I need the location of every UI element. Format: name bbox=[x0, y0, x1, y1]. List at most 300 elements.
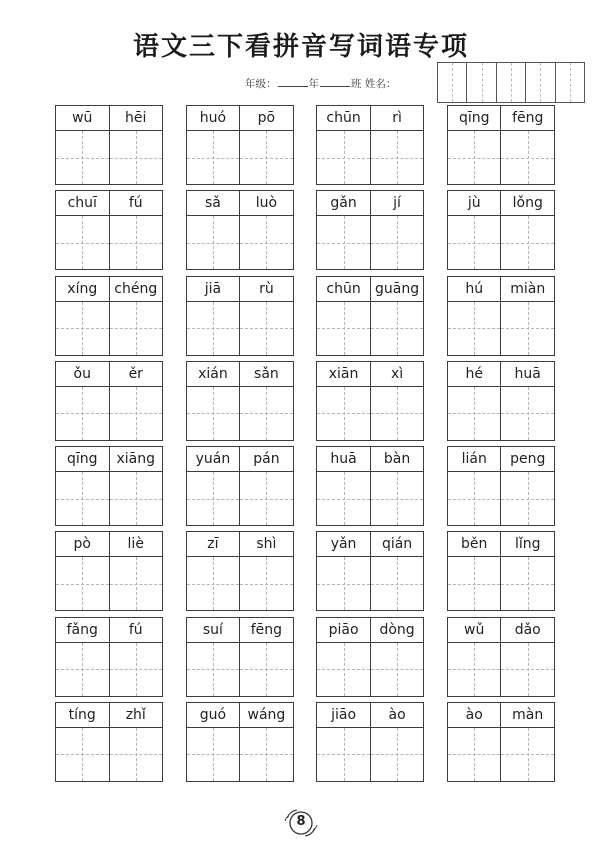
guide-line bbox=[82, 557, 83, 610]
word-group bbox=[316, 446, 424, 526]
tianzige-writing-box bbox=[500, 643, 554, 696]
word-group bbox=[316, 531, 424, 611]
tianzige-writing-box bbox=[370, 216, 424, 269]
pinyin-label: sǎn bbox=[239, 362, 293, 386]
tianzige-writing-box bbox=[187, 216, 240, 269]
pinyin-label: wū bbox=[72, 110, 93, 126]
tianzige-writing-box bbox=[370, 728, 424, 781]
tianzige-writing-box bbox=[187, 643, 240, 696]
guide-line bbox=[474, 557, 475, 610]
pinyin-label: běn bbox=[461, 536, 488, 553]
pinyin-label: fēng bbox=[239, 618, 293, 642]
word-group bbox=[186, 190, 294, 270]
writing-area bbox=[317, 728, 423, 781]
guide-line bbox=[344, 472, 345, 525]
name-writing-box bbox=[437, 62, 585, 103]
pinyin-label: zī bbox=[207, 536, 219, 553]
writing-area bbox=[56, 728, 162, 781]
name-cell bbox=[525, 63, 554, 102]
tianzige-writing-box bbox=[109, 557, 163, 610]
pinyin-label: ào bbox=[370, 703, 424, 727]
pinyin-label: chūn bbox=[326, 280, 361, 297]
guide-line bbox=[136, 472, 137, 525]
pinyin-header bbox=[56, 106, 162, 131]
writing-area bbox=[317, 131, 423, 184]
guide-line bbox=[528, 387, 529, 440]
tianzige-writing-box bbox=[239, 302, 293, 355]
pinyin-label: wáng bbox=[239, 703, 293, 727]
word-group bbox=[447, 702, 555, 782]
tianzige-writing-box bbox=[187, 302, 240, 355]
guide-line bbox=[528, 643, 529, 696]
pinyin-header bbox=[187, 532, 293, 557]
tianzige-writing-box bbox=[56, 643, 109, 696]
name-cell bbox=[496, 63, 525, 102]
guide-line bbox=[82, 728, 83, 781]
writing-area bbox=[448, 216, 554, 269]
guide-line bbox=[474, 643, 475, 696]
word-group bbox=[316, 617, 424, 697]
word-group bbox=[447, 276, 555, 356]
pinyin-label: ào bbox=[465, 706, 483, 723]
pinyin-label: yuán bbox=[195, 451, 231, 468]
pinyin-label: jù bbox=[467, 195, 481, 212]
guide-line bbox=[136, 643, 137, 696]
writing-area bbox=[56, 302, 162, 355]
word-group bbox=[447, 190, 555, 270]
pinyin-label: bàn bbox=[370, 447, 424, 471]
writing-area bbox=[56, 216, 162, 269]
pinyin-header bbox=[187, 362, 293, 387]
page-number-badge bbox=[283, 806, 319, 840]
writing-area bbox=[317, 557, 423, 610]
guide-line bbox=[82, 131, 83, 184]
guide-line bbox=[266, 643, 267, 696]
tianzige-writing-box bbox=[187, 387, 240, 440]
pinyin-label: rù bbox=[239, 277, 293, 301]
guide-line bbox=[397, 387, 398, 440]
guide-line bbox=[397, 131, 398, 184]
guide-line bbox=[528, 131, 529, 184]
writing-area bbox=[448, 387, 554, 440]
writing-area bbox=[187, 216, 293, 269]
guide-line bbox=[266, 302, 267, 355]
tianzige-writing-box bbox=[239, 557, 293, 610]
pinyin-label: hú bbox=[465, 280, 484, 297]
pinyin-label: hé bbox=[465, 365, 483, 382]
tianzige-writing-box bbox=[500, 557, 554, 610]
writing-area bbox=[448, 643, 554, 696]
pinyin-label: suí bbox=[202, 621, 223, 638]
name-cell bbox=[555, 63, 584, 102]
pinyin-header bbox=[56, 191, 162, 216]
tianzige-writing-box bbox=[370, 557, 424, 610]
word-group bbox=[316, 361, 424, 441]
guide-line bbox=[397, 557, 398, 610]
guide-line bbox=[570, 63, 571, 102]
writing-area bbox=[187, 728, 293, 781]
word-group bbox=[447, 361, 555, 441]
tianzige-writing-box bbox=[500, 472, 554, 525]
guide-line bbox=[397, 302, 398, 355]
tianzige-writing-box bbox=[370, 387, 424, 440]
pinyin-header bbox=[448, 618, 554, 643]
pinyin-label: wǔ bbox=[464, 621, 485, 638]
guide-line bbox=[266, 387, 267, 440]
pinyin-label: jí bbox=[370, 191, 424, 215]
pinyin-label: xián bbox=[198, 365, 228, 382]
word-group bbox=[316, 702, 424, 782]
writing-area bbox=[448, 728, 554, 781]
pinyin-label: xiān bbox=[328, 365, 359, 382]
pinyin-header bbox=[56, 277, 162, 302]
word-group bbox=[55, 105, 163, 185]
guide-line bbox=[82, 643, 83, 696]
student-info-line bbox=[245, 76, 396, 91]
guide-line bbox=[344, 643, 345, 696]
pinyin-label: gǎn bbox=[330, 195, 357, 212]
pinyin-label: fēng bbox=[500, 106, 554, 130]
tianzige-writing-box bbox=[370, 131, 424, 184]
pinyin-label: dòng bbox=[370, 618, 424, 642]
pinyin-header bbox=[187, 277, 293, 302]
guide-line bbox=[266, 131, 267, 184]
tianzige-writing-box bbox=[448, 216, 501, 269]
word-group bbox=[55, 361, 163, 441]
writing-area bbox=[187, 557, 293, 610]
tianzige-writing-box bbox=[239, 472, 293, 525]
guide-line bbox=[82, 216, 83, 269]
writing-area bbox=[317, 302, 423, 355]
guide-line bbox=[528, 302, 529, 355]
tianzige-writing-box bbox=[56, 728, 109, 781]
guide-line bbox=[344, 557, 345, 610]
guide-line bbox=[344, 387, 345, 440]
word-group bbox=[316, 105, 424, 185]
guide-line bbox=[528, 557, 529, 610]
pinyin-label: piāo bbox=[328, 621, 359, 638]
guide-line bbox=[397, 728, 398, 781]
writing-area bbox=[56, 557, 162, 610]
word-group bbox=[186, 702, 294, 782]
tianzige-writing-box bbox=[239, 131, 293, 184]
tianzige-writing-box bbox=[317, 302, 370, 355]
pinyin-label: guāng bbox=[370, 277, 424, 301]
writing-area bbox=[187, 643, 293, 696]
word-group bbox=[186, 361, 294, 441]
pinyin-label: màn bbox=[500, 703, 554, 727]
pinyin-label: guó bbox=[199, 706, 227, 723]
tianzige-writing-box bbox=[448, 728, 501, 781]
tianzige-writing-box bbox=[448, 643, 501, 696]
tianzige-writing-box bbox=[239, 387, 293, 440]
tianzige-writing-box bbox=[239, 728, 293, 781]
writing-area bbox=[56, 472, 162, 525]
tianzige-writing-box bbox=[448, 472, 501, 525]
guide-line bbox=[344, 728, 345, 781]
pinyin-label: ěr bbox=[109, 362, 163, 386]
pinyin-label: sǎ bbox=[204, 195, 221, 212]
guide-line bbox=[528, 472, 529, 525]
guide-line bbox=[528, 216, 529, 269]
pinyin-label: jiā bbox=[204, 280, 222, 297]
guide-line bbox=[397, 472, 398, 525]
pinyin-header bbox=[317, 106, 423, 131]
pinyin-header bbox=[187, 106, 293, 131]
pinyin-label: lǐng bbox=[500, 532, 554, 556]
word-group bbox=[447, 105, 555, 185]
pinyin-header bbox=[187, 191, 293, 216]
tianzige-writing-box bbox=[109, 728, 163, 781]
tianzige-writing-box bbox=[448, 557, 501, 610]
name-cell bbox=[438, 63, 466, 102]
pinyin-label: shì bbox=[239, 532, 293, 556]
writing-area bbox=[187, 131, 293, 184]
year-blank bbox=[278, 76, 308, 87]
tianzige-writing-box bbox=[500, 302, 554, 355]
pinyin-header bbox=[448, 532, 554, 557]
guide-line bbox=[82, 472, 83, 525]
writing-area bbox=[448, 472, 554, 525]
pinyin-label: peng bbox=[500, 447, 554, 471]
guide-line bbox=[136, 387, 137, 440]
pinyin-label: xíng bbox=[67, 280, 98, 297]
tianzige-writing-box bbox=[56, 131, 109, 184]
word-group bbox=[55, 617, 163, 697]
tianzige-writing-box bbox=[109, 643, 163, 696]
pinyin-label: huó bbox=[199, 110, 227, 126]
guide-line bbox=[213, 472, 214, 525]
pinyin-label: qián bbox=[370, 532, 424, 556]
guide-line bbox=[397, 643, 398, 696]
word-group bbox=[55, 531, 163, 611]
writing-area bbox=[56, 131, 162, 184]
guide-line bbox=[213, 643, 214, 696]
guide-line bbox=[482, 63, 483, 102]
pinyin-header bbox=[56, 532, 162, 557]
pinyin-label: pò bbox=[73, 536, 91, 553]
word-group bbox=[55, 446, 163, 526]
guide-line bbox=[266, 728, 267, 781]
guide-line bbox=[344, 302, 345, 355]
writing-area bbox=[187, 472, 293, 525]
guide-line bbox=[266, 472, 267, 525]
pinyin-header bbox=[317, 362, 423, 387]
word-group bbox=[55, 190, 163, 270]
tianzige-writing-box bbox=[56, 557, 109, 610]
pinyin-header bbox=[187, 703, 293, 728]
tianzige-writing-box bbox=[500, 216, 554, 269]
guide-line bbox=[344, 216, 345, 269]
word-grid bbox=[55, 105, 555, 782]
pinyin-label: dǎo bbox=[500, 618, 554, 642]
pinyin-header bbox=[448, 703, 554, 728]
tianzige-writing-box bbox=[317, 216, 370, 269]
pinyin-header bbox=[56, 703, 162, 728]
tianzige-writing-box bbox=[187, 728, 240, 781]
pinyin-label: hēi bbox=[109, 106, 163, 130]
guide-line bbox=[266, 216, 267, 269]
tianzige-writing-box bbox=[56, 472, 109, 525]
guide-line bbox=[452, 63, 453, 102]
pinyin-label: pō bbox=[239, 106, 293, 130]
writing-area bbox=[448, 131, 554, 184]
tianzige-writing-box bbox=[317, 643, 370, 696]
tianzige-writing-box bbox=[317, 557, 370, 610]
word-group bbox=[186, 446, 294, 526]
pinyin-header bbox=[317, 703, 423, 728]
writing-area bbox=[448, 557, 554, 610]
guide-line bbox=[213, 387, 214, 440]
guide-line bbox=[474, 302, 475, 355]
year-label: 年 bbox=[308, 78, 319, 90]
tianzige-writing-box bbox=[109, 387, 163, 440]
guide-line bbox=[213, 302, 214, 355]
tianzige-writing-box bbox=[317, 728, 370, 781]
tianzige-writing-box bbox=[370, 643, 424, 696]
tianzige-writing-box bbox=[317, 387, 370, 440]
pinyin-header bbox=[317, 191, 423, 216]
page-number: 8 bbox=[296, 814, 306, 829]
pinyin-label: qīng bbox=[66, 451, 98, 468]
guide-line bbox=[82, 302, 83, 355]
tianzige-writing-box bbox=[500, 131, 554, 184]
tianzige-writing-box bbox=[448, 302, 501, 355]
pinyin-label: xiāng bbox=[109, 447, 163, 471]
pinyin-label: fú bbox=[109, 191, 163, 215]
name-label: 姓名： bbox=[364, 78, 397, 90]
pinyin-label: pán bbox=[239, 447, 293, 471]
pinyin-header bbox=[317, 618, 423, 643]
grade-label: 年级： bbox=[245, 78, 277, 90]
guide-line bbox=[136, 216, 137, 269]
guide-line bbox=[474, 387, 475, 440]
pinyin-header bbox=[56, 618, 162, 643]
tianzige-writing-box bbox=[187, 472, 240, 525]
word-group bbox=[55, 702, 163, 782]
tianzige-writing-box bbox=[500, 387, 554, 440]
pinyin-label: ǒu bbox=[73, 365, 91, 382]
writing-area bbox=[317, 472, 423, 525]
pinyin-header bbox=[448, 277, 554, 302]
guide-line bbox=[540, 63, 541, 102]
guide-line bbox=[136, 557, 137, 610]
pinyin-label: zhǐ bbox=[109, 703, 163, 727]
guide-line bbox=[528, 728, 529, 781]
tianzige-writing-box bbox=[239, 216, 293, 269]
guide-line bbox=[511, 63, 512, 102]
writing-area bbox=[317, 387, 423, 440]
tianzige-writing-box bbox=[500, 728, 554, 781]
guide-line bbox=[474, 472, 475, 525]
tianzige-writing-box bbox=[370, 302, 424, 355]
guide-line bbox=[474, 728, 475, 781]
tianzige-writing-box bbox=[56, 216, 109, 269]
writing-area bbox=[187, 387, 293, 440]
pinyin-label: lián bbox=[461, 451, 487, 468]
writing-area bbox=[317, 216, 423, 269]
writing-area bbox=[56, 643, 162, 696]
word-group bbox=[316, 276, 424, 356]
tianzige-writing-box bbox=[448, 387, 501, 440]
writing-area bbox=[187, 302, 293, 355]
guide-line bbox=[474, 216, 475, 269]
pinyin-header bbox=[448, 447, 554, 472]
pinyin-label: jiāo bbox=[331, 706, 357, 723]
pinyin-header bbox=[56, 362, 162, 387]
pinyin-label: liè bbox=[109, 532, 163, 556]
pinyin-label: fǎng bbox=[66, 621, 98, 638]
pinyin-label: rì bbox=[370, 106, 424, 130]
guide-line bbox=[344, 131, 345, 184]
pinyin-label: chuī bbox=[67, 195, 97, 212]
pinyin-label: chūn bbox=[326, 110, 361, 126]
pinyin-header bbox=[187, 447, 293, 472]
tianzige-writing-box bbox=[56, 387, 109, 440]
guide-line bbox=[213, 728, 214, 781]
tianzige-writing-box bbox=[448, 131, 501, 184]
pinyin-label: yǎn bbox=[330, 536, 357, 553]
pinyin-header bbox=[317, 532, 423, 557]
pinyin-label: fú bbox=[109, 618, 163, 642]
pinyin-header bbox=[56, 447, 162, 472]
pinyin-label: huā bbox=[330, 451, 357, 468]
pinyin-header bbox=[317, 447, 423, 472]
guide-line bbox=[82, 387, 83, 440]
tianzige-writing-box bbox=[56, 302, 109, 355]
guide-line bbox=[213, 131, 214, 184]
pinyin-label: xì bbox=[370, 362, 424, 386]
tianzige-writing-box bbox=[239, 643, 293, 696]
guide-line bbox=[136, 131, 137, 184]
guide-line bbox=[136, 728, 137, 781]
tianzige-writing-box bbox=[370, 472, 424, 525]
writing-area bbox=[56, 387, 162, 440]
pinyin-header bbox=[448, 191, 554, 216]
word-group bbox=[447, 531, 555, 611]
word-group bbox=[55, 276, 163, 356]
name-cell bbox=[466, 63, 495, 102]
tianzige-writing-box bbox=[109, 472, 163, 525]
word-group bbox=[186, 531, 294, 611]
guide-line bbox=[213, 216, 214, 269]
tianzige-writing-box bbox=[109, 131, 163, 184]
guide-line bbox=[474, 131, 475, 184]
pinyin-label: miàn bbox=[500, 277, 554, 301]
guide-line bbox=[397, 216, 398, 269]
guide-line bbox=[266, 557, 267, 610]
pinyin-header bbox=[448, 362, 554, 387]
pinyin-header bbox=[187, 618, 293, 643]
word-group bbox=[186, 276, 294, 356]
guide-line bbox=[213, 557, 214, 610]
pinyin-label: chéng bbox=[109, 277, 163, 301]
pinyin-label: luò bbox=[239, 191, 293, 215]
word-group bbox=[186, 617, 294, 697]
tianzige-writing-box bbox=[317, 131, 370, 184]
tianzige-writing-box bbox=[109, 216, 163, 269]
class-label: 班 bbox=[351, 78, 362, 90]
tianzige-writing-box bbox=[187, 131, 240, 184]
writing-area bbox=[448, 302, 554, 355]
pinyin-label: qīng bbox=[458, 110, 490, 126]
tianzige-writing-box bbox=[109, 302, 163, 355]
pinyin-label: tíng bbox=[68, 706, 96, 723]
pinyin-label: lǒng bbox=[500, 191, 554, 215]
pinyin-header bbox=[448, 106, 554, 131]
word-group bbox=[447, 446, 555, 526]
worksheet-title: 语文三下看拼音写词语专项 bbox=[132, 32, 469, 62]
